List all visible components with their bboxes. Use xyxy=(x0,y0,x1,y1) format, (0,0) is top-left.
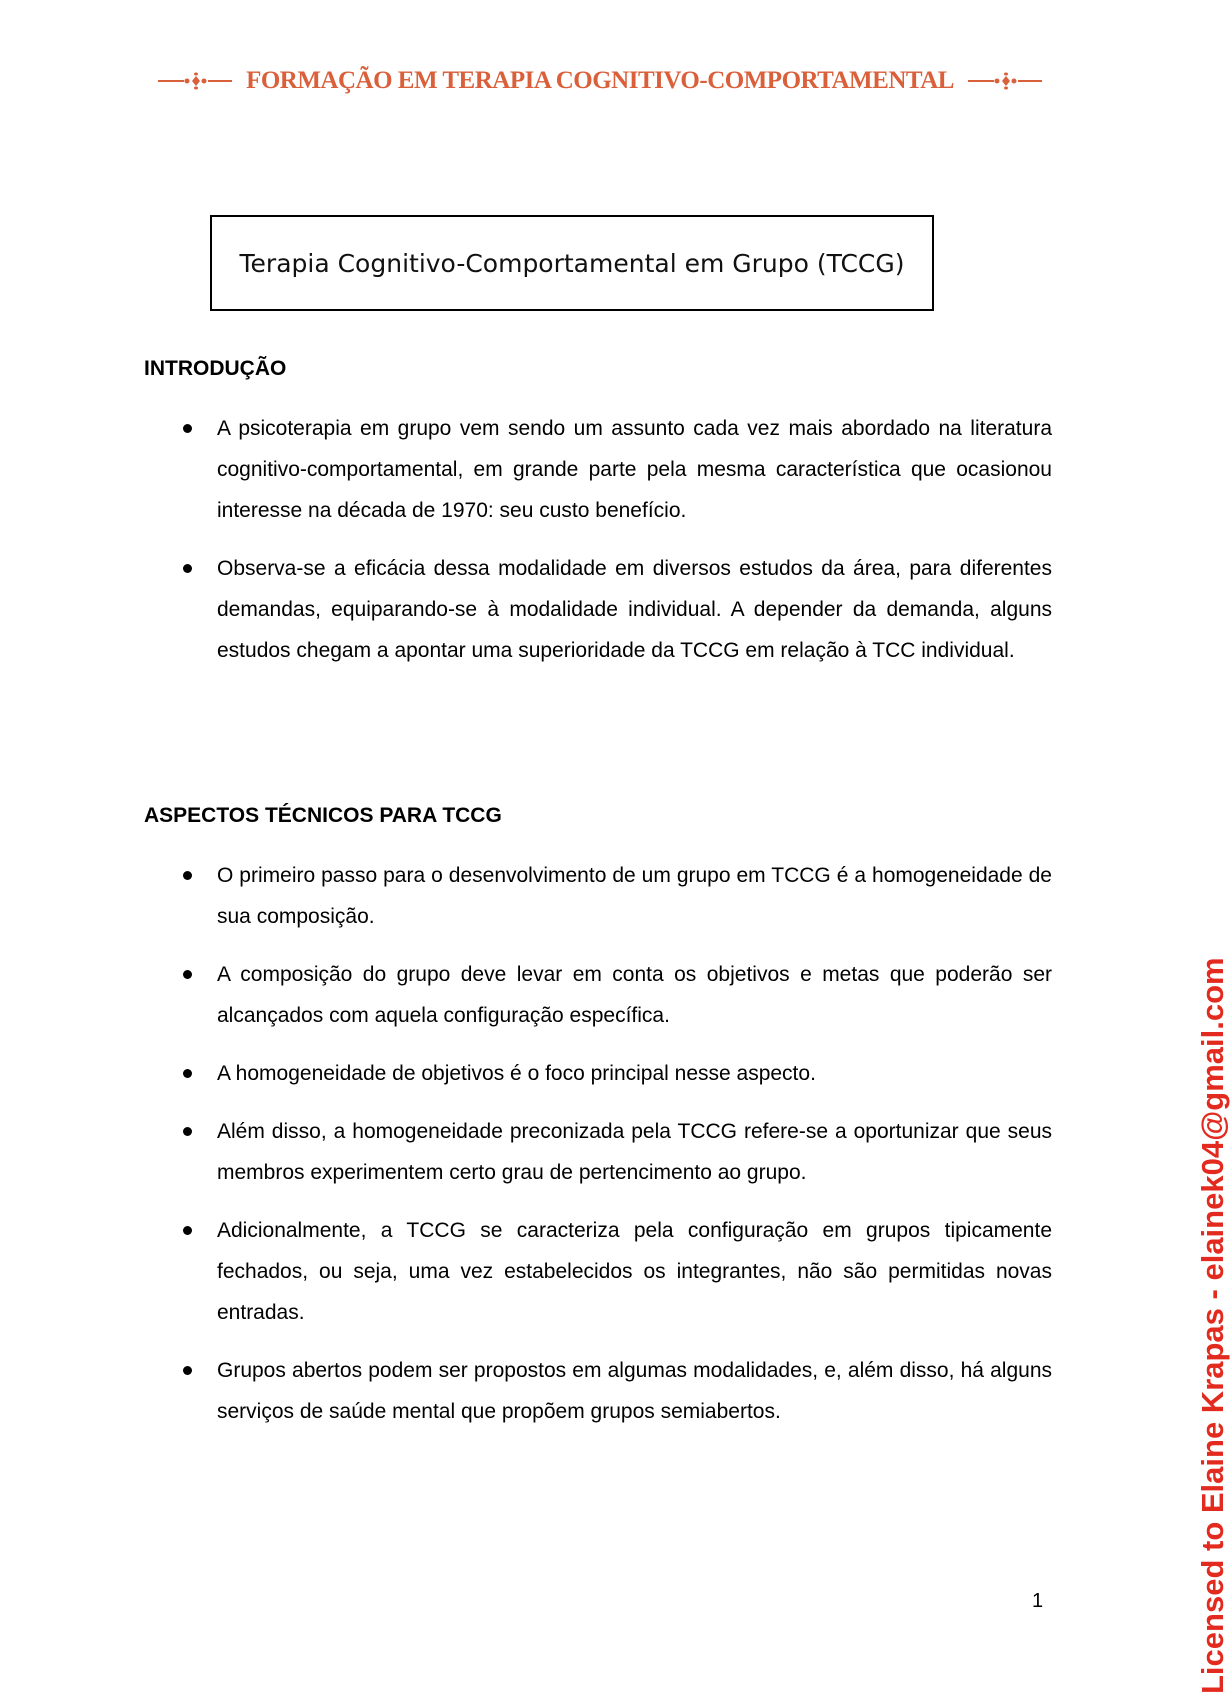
ornament-left-icon xyxy=(156,71,234,91)
bullet-item: Grupos abertos podem ser propostos em algumas modalidades, e, além disso, há alguns serviços de saúde mental que propõem grupos semiabertos. xyxy=(144,1350,1052,1432)
document-title-box xyxy=(210,215,934,311)
section-heading-introducao: INTRODUÇÃO xyxy=(144,357,287,380)
ornament-right-icon xyxy=(966,71,1044,91)
bullet-item: A psicoterapia em grupo vem sendo um assunto cada vez mais abordado na literatura cognitivo-comportamental, em grande parte pela mesma característica que ocasionou interesse na década de 1970: seu custo benefício. xyxy=(144,408,1052,531)
bullet-item: A homogeneidade de objetivos é o foco principal nesse aspecto. xyxy=(144,1053,1052,1094)
bullet-item: Além disso, a homogeneidade preconizada pela TCCG refere-se a oportunizar que seus membros experimentem certo grau de pertencimento ao grupo. xyxy=(144,1111,1052,1193)
aspectos-bullet-list xyxy=(144,855,1052,1449)
license-watermark: Licensed to Elaine Krapas - elainek04@gmail.com xyxy=(1195,957,1230,1694)
document-title: Terapia Cognitivo-Comportamental em Grupo (TCCG) xyxy=(239,248,905,278)
bullet-item: A composição do grupo deve levar em conta os objetivos e metas que poderão ser alcançados com aquela configuração específica. xyxy=(144,954,1052,1036)
bullet-item: Observa-se a eficácia dessa modalidade em diversos estudos da área, para diferentes demandas, equiparando-se à modalidade individual. A depender da demanda, alguns estudos chegam a apontar uma superioridade da TCCG em relação à TCC individual. xyxy=(144,548,1052,671)
bullet-item: Adicionalmente, a TCCG se caracteriza pela configuração em grupos tipicamente fechados, ou seja, uma vez estabelecidos os integrantes, não são permitidas novas entradas. xyxy=(144,1210,1052,1333)
section-heading-aspectos-tecnicos: ASPECTOS TÉCNICOS PARA TCCG xyxy=(144,804,502,827)
introducao-bullet-list xyxy=(144,408,1052,688)
page-header xyxy=(0,64,1200,98)
page-number: 1 xyxy=(1032,1590,1044,1612)
header-title: FORMAÇÃO EM TERAPIA COGNITIVO-COMPORTAMENTAL xyxy=(246,67,954,94)
bullet-item: O primeiro passo para o desenvolvimento de um grupo em TCCG é a homogeneidade de sua composição. xyxy=(144,855,1052,937)
